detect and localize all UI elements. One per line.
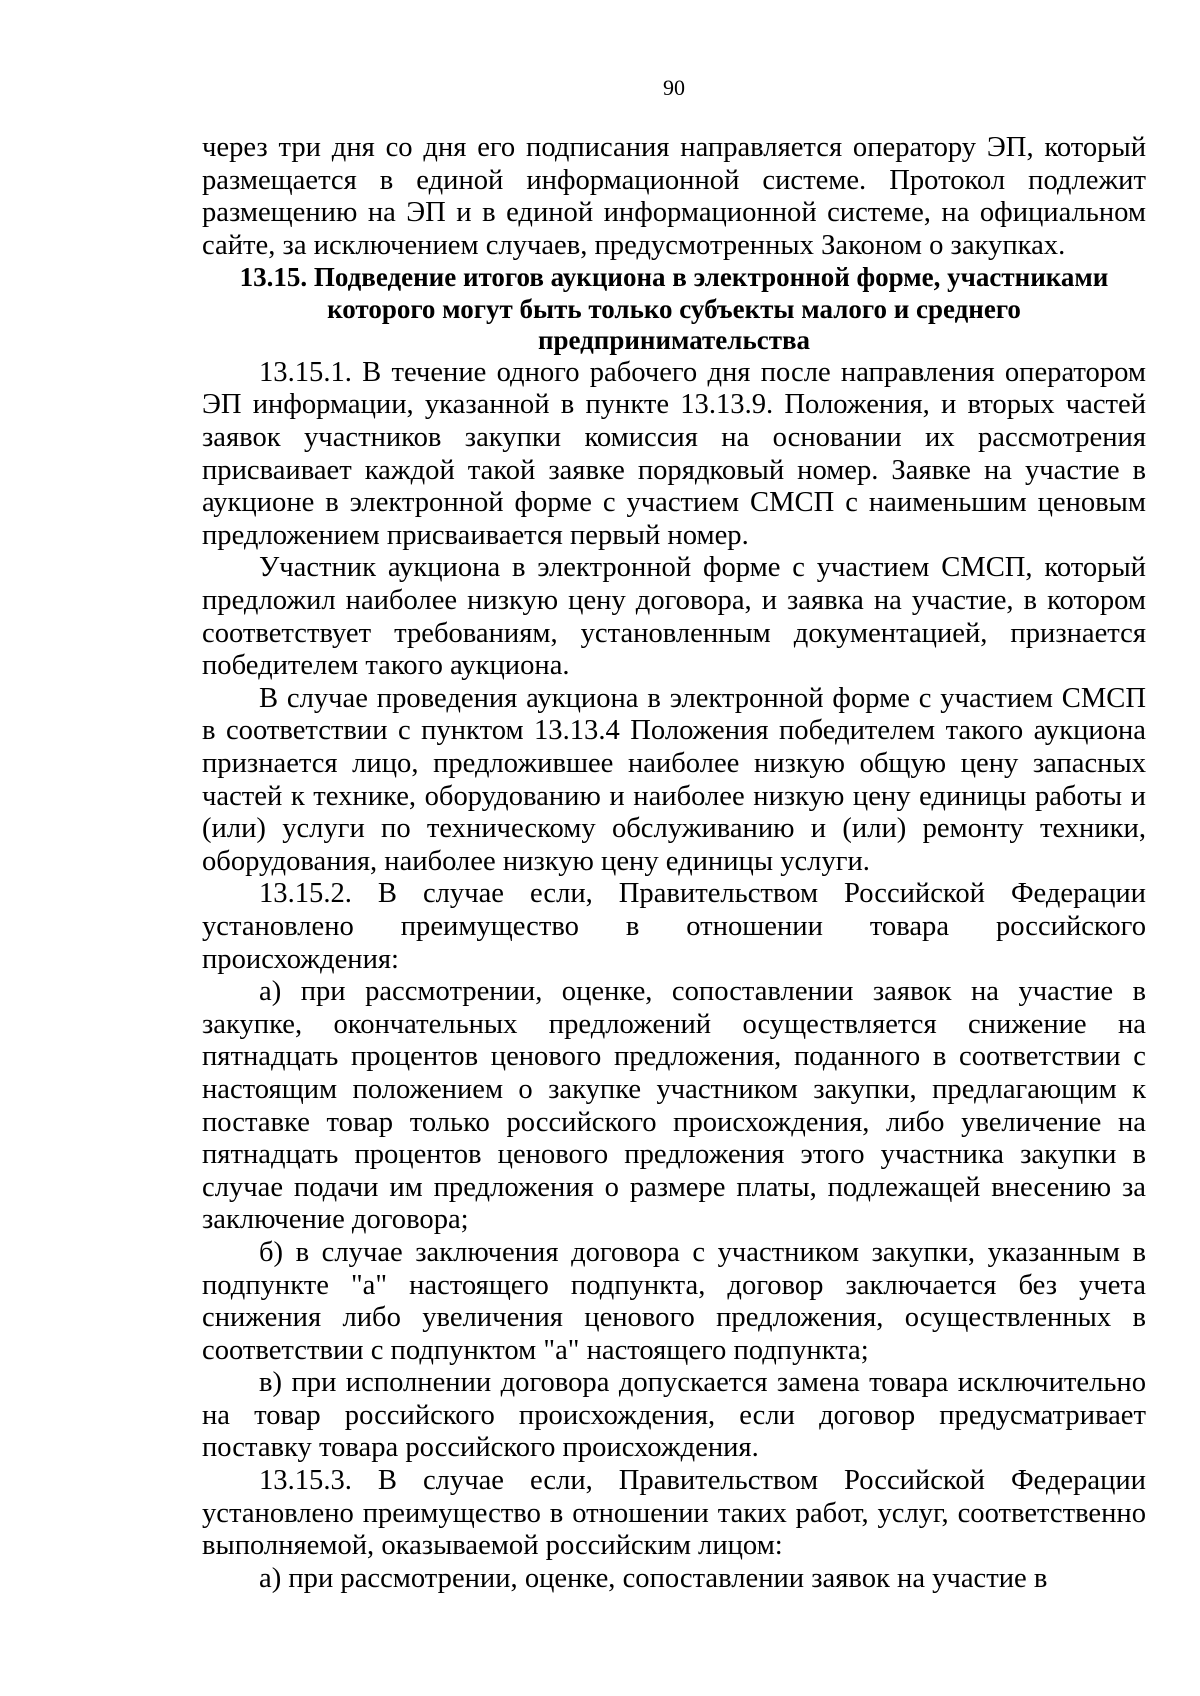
paragraph-13-15-3-a: а) при рассмотрении, оценке, сопоставлении заявок на участие в (259, 1562, 1048, 1594)
paragraph-winner: Участник аукциона в электронной форме с участием СМСП, который предложил наиболее низкую цену договора, и заявка на участие, в котором соответствует требованиям, установленным документацией, признается победителем такого аукциона. (202, 552, 1146, 682)
paragraph-13-15-2: 13.15.2. В случае если, Правительством Российской Федерации установлено преимущество в отношении товара российского происхождения: (202, 878, 1146, 975)
paragraph-13-15-1: 13.15.1. В течение одного рабочего дня после направления оператором ЭП информации, указанной в пункте 13.13.9. Положения, и вторых частей заявок участников закупки комиссия на основании их рассмотрения присваивает каждой такой заявке порядковый номер. Заявке на участие в аукционе в электронной форме с участием СМСП с наименьшим ценовым предложением присваивается первый номер. (202, 356, 1146, 551)
paragraph-winner-13-13-4: В случае проведения аукциона в электронной форме с участием СМСП в соответствии с пунктом 13.13.4 Положения победителем такого аукциона признается лицо, предложившее наиболее низкую общую цену запасных частей к технике, оборудованию и наиболее низкую цену единицы работы и (или) услуги по техническому обслуживанию и (или) ремонту техники, оборудования, наиболее низкую цену единицы услуги. (202, 682, 1146, 877)
paragraph-13-15-2-v: в) при исполнении договора допускается замена товара исключительно на товар российского происхождения, если договор предусматривает поставку товара российского происхождения. (202, 1367, 1146, 1464)
paragraph-protocol-continuation: через три дня со дня его подписания направляется оператору ЭП, который размещается в единой информационной системе. Протокол подлежит размещению на ЭП и в единой информационной системе, на официальном сайте, за исключением случаев, предусмотренных Законом о закупках. (202, 132, 1146, 261)
paragraph-13-15-2-b: б) в случае заключения договора с участником закупки, указанным в подпункте "а" настоящего подпункта, договор заключается без учета снижения либо увеличения ценового предложения, осуществленных в соответствии с подпунктом "а" настоящего подпункта; (202, 1236, 1146, 1366)
paragraph-13-15-2-a: а) при рассмотрении, оценке, сопоставлении заявок на участие в закупке, окончательных предложений осуществляется снижение на пятнадцать процентов ценового предложения, поданного в соответствии с настоящим положением о закупке участником закупки, предлагающим к поставке товар только российского происхождения, либо увеличение на пятнадцать процентов ценового предложения этого участника закупки в случае подачи им предложения о размере платы, подлежащей внесению за заключение договора; (202, 976, 1146, 1236)
document-body (202, 132, 1146, 1595)
paragraph-13-15-3: 13.15.3. В случае если, Правительством Российской Федерации установлено преимущество в отношении таких работ, услуг, соответственно выполняемой, оказываемой российским лицом: (202, 1465, 1146, 1562)
page-number: 90 (663, 75, 685, 100)
section-heading-13-15: 13.15. Подведение итогов аукциона в электронной форме, участниками которого могут быть только субъекты малого и среднего предпринимательства (239, 262, 1109, 356)
